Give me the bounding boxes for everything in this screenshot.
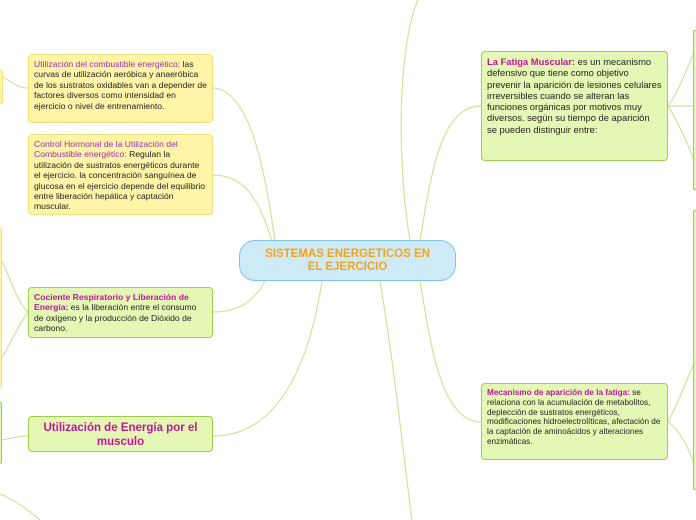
link-top-branch — [401, 0, 418, 241]
link-mecanismo — [420, 281, 481, 422]
node-combustible-energetico[interactable] — [28, 54, 213, 123]
link-right-sub-5 — [668, 422, 696, 470]
link-left-sub-2 — [0, 258, 28, 312]
central-topic-title: SISTEMAS ENERGETICOS EN EL EJERCICIO — [265, 247, 430, 273]
node-body: las curvas de utilización aeróbica y anaeróbica de los sustratos oxidables van a depender de factores diversos como intensidad en ejercicio o nivel de entrenamiento. — [34, 59, 207, 111]
node-body: es un mecanismo defensivo que tiene como objetivo prevenir la aparición de lesiones celulares irreversibles cuando se alteran las funciones orgánicas por motivos muy diversos. según su tiempo de aparición se pueden distinguir entre: — [487, 56, 662, 135]
link-left-sub-4 — [0, 436, 28, 440]
central-topic[interactable] — [239, 240, 456, 281]
offpage-node-left-2 — [0, 228, 2, 388]
node-body: se relaciona con la acumulación de metabolitos, deplección de sustratos energéticos, modificaciones hidroelectrolíticas, afectación de la captación de aminoácidos y alteraciones enzimáticas. — [487, 388, 661, 446]
link-control-hormonal — [213, 175, 272, 241]
node-mecanismo-fatiga[interactable] — [481, 383, 668, 460]
node-heading: Utilización de Energía por el musculo — [43, 422, 198, 448]
node-heading: Mecanismo de aparición de la fatiga: — [487, 388, 630, 397]
link-left-sub-1 — [0, 76, 28, 88]
node-control-hormonal[interactable] — [28, 134, 213, 215]
link-utilizacion — [213, 281, 322, 436]
node-utilizacion-energia[interactable] — [28, 416, 213, 452]
link-cociente — [213, 281, 265, 312]
link-bottom-left — [0, 494, 40, 520]
link-fatiga — [420, 106, 481, 241]
node-heading: Cociente Respiratorio y Liberación de Energía: — [34, 292, 189, 313]
node-body: es la liberación entre el consumo de oxígeno y la producción de Dióxido de carbono. — [34, 302, 197, 334]
link-combustible — [213, 88, 275, 241]
link-right-sub-1 — [668, 48, 696, 106]
link-right-sub-3 — [668, 106, 696, 165]
node-heading: Utilización del combustible energético: — [34, 59, 181, 69]
link-right-sub-4 — [668, 360, 696, 422]
link-bottom-branch — [380, 281, 412, 520]
offpage-node-left-3 — [0, 402, 2, 464]
offpage-node-left-1 — [0, 70, 3, 104]
node-heading: Control Hormonal de la Utilización del Combustible energético: — [34, 139, 178, 160]
node-body: Regulan la utilización de sustratos energéticos durante el ejercicio. la concentración sanguínea de glucosa en el ejercicio depende del equilibrio entre liberación hepática y captación muscular. — [34, 149, 206, 212]
node-cociente-respiratorio[interactable] — [28, 287, 213, 338]
node-fatiga-muscular[interactable] — [481, 51, 668, 161]
link-left-sub-3 — [0, 312, 28, 360]
node-heading: La Fatiga Muscular: — [487, 56, 576, 67]
